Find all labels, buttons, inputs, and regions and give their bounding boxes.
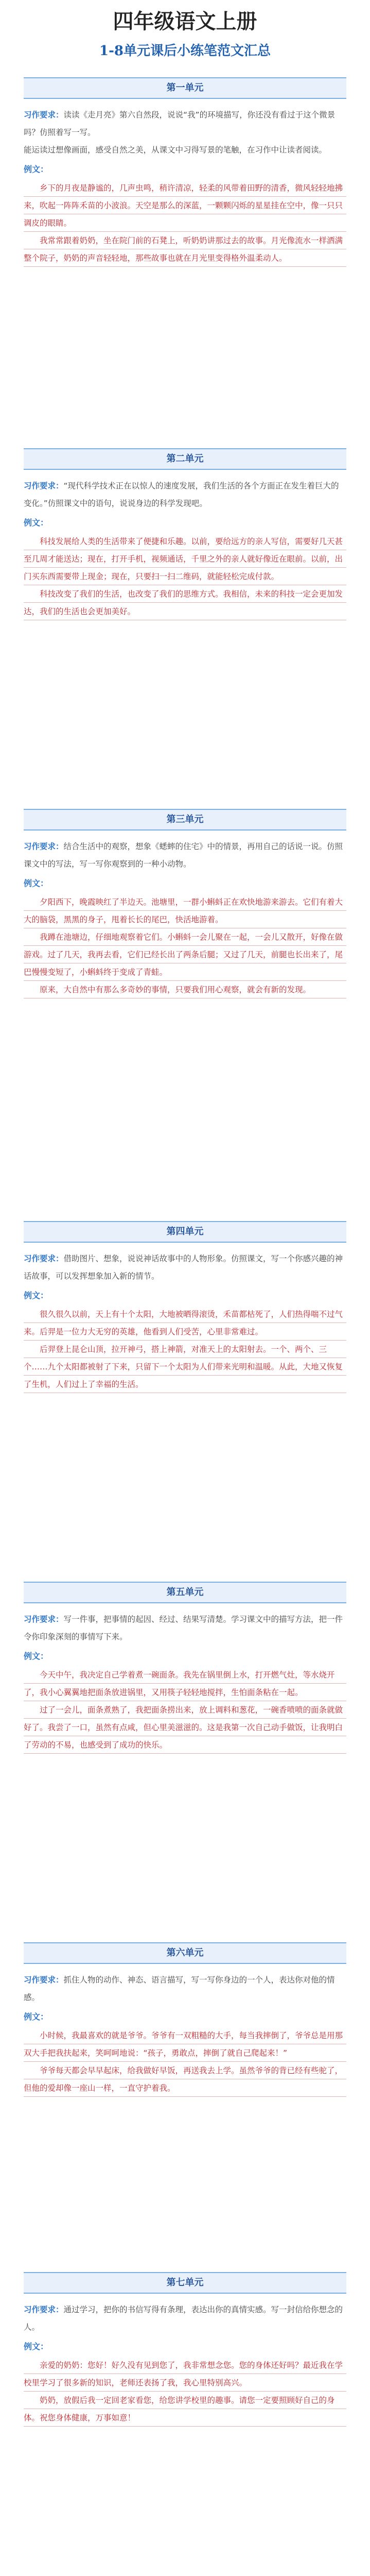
requirement-text [24, 2301, 346, 2336]
example-label: 例文： [24, 2342, 49, 2351]
requirement-label: 习作要求： [24, 842, 64, 851]
requirement-text [24, 1971, 346, 2006]
example-label: 例文： [24, 2012, 49, 2022]
requirement-label: 习作要求： [24, 2305, 64, 2314]
requirement-text [24, 106, 346, 141]
unit-section [24, 809, 346, 1221]
essay-paragraph: 爷爷每天都会早早起床，给我做好早饭，再送我去上学。虽然爷爷的背已经有些驼了，但他的爱却像一座山一样，一直守护着我。 [24, 2062, 346, 2097]
requirement-label: 习作要求： [24, 1615, 64, 1624]
unit-section [24, 2272, 346, 2576]
unit-banner: 第二单元 [24, 448, 346, 470]
requirement-content: 借助图片、想象，说说神话故事中的人物形象。仿照课文，写一个你感兴趣的神话故事，可以发挥想象加入新的情节。 [24, 1254, 343, 1281]
requirement-label: 习作要求： [24, 1254, 64, 1263]
requirement-text [24, 477, 346, 512]
essay-paragraph: 很久很久以前，天上有十个太阳，大地被晒得滚烫，禾苗都枯死了，人们热得喘不过气来。后羿是一位力大无穷的英雄，他看到人们受苦，心里非常难过。 [24, 1306, 346, 1341]
essay-paragraph: 后羿登上昆仑山顶，拉开神弓，搭上神箭，对准天上的太阳射去。一个、两个、三个……九个太阳都被射了下来，只留下一个太阳为人们带来光明和温暖。从此，大地又恢复了生机，人们过上了幸福的生活。 [24, 1341, 346, 1393]
unit-section [24, 448, 346, 809]
essay-paragraph: 原来，大自然中有那么多奇妙的事情，只要我们用心观察，就会有新的发现。 [24, 981, 346, 998]
requirement-content: 结合生活中的观察，想象《蟋蟀的住宅》中的情景，再用自己的话说一说。仿照课文中的写法，写一写你观察到的一种小动物。 [24, 842, 343, 869]
unit-banner: 第三单元 [24, 809, 346, 831]
example-label: 例文： [24, 878, 49, 888]
requirement-content: 写一件事，把事情的起因、经过、结果写清楚。学习课文中的描写方法，把一件令你印象深刻的事情写下来。 [24, 1615, 343, 1641]
essay-paragraph: 今天中午，我决定自己学着煮一碗面条。我先在锅里倒上水，打开燃气灶，等水烧开了，我小心翼翼地把面条放进锅里，又用筷子轻轻地搅拌，生怕面条粘在一起。 [24, 1666, 346, 1701]
essay-paragraph: 亲爱的奶奶：您好！好久没有见到您了，我非常想念您。您的身体还好吗？最近我在学校里学习了很多新的知识，老师还表扬了我，我心里特别高兴。 [24, 2357, 346, 2392]
example-label: 例文： [24, 1291, 49, 1300]
unit-banner: 第一单元 [24, 77, 346, 99]
essay-paragraph: 小时候，我最喜欢的就是爷爷。爷爷有一双粗糙的大手，每当我摔倒了，爷爷总是用那双大手把我扶起来，笑呵呵地说：“孩子，勇敢点，摔倒了就自己爬起来！” [24, 2027, 346, 2062]
requirement-text [24, 1611, 346, 1646]
requirement-text [24, 1250, 346, 1285]
requirement-label: 习作要求： [24, 1975, 64, 1985]
unit-banner: 第四单元 [24, 1221, 346, 1243]
unit-banner: 第七单元 [24, 2272, 346, 2294]
example-label: 例文： [24, 1651, 49, 1661]
page-title: 四年级语文上册 [113, 9, 257, 33]
essay-paragraph: 奶奶，放假后我一定回老家看您，给您讲学校里的趣事。请您一定要照顾好自己的身体。祝您身体健康，万事如意！ [24, 2392, 346, 2427]
requirement-text [24, 838, 346, 873]
unit-section [24, 77, 346, 448]
page-header [24, 0, 346, 77]
unit-section [24, 1582, 346, 1942]
essay-paragraph: 夕阳西下，晚霞映红了半边天。池塘里，一群小蝌蚪正在欢快地游来游去。它们有着大大的脑袋，黑黑的身子，甩着长长的尾巴，快活地游着。 [24, 893, 346, 928]
example-label: 例文： [24, 518, 49, 528]
example-label: 例文： [24, 164, 49, 174]
requirement-label: 习作要求： [24, 110, 64, 120]
essay-paragraph: 科技改变了我们的生活，也改变了我们的思维方式。我相信，未来的科技一定会更加发达，我们的生活也会更加美好。 [24, 585, 346, 620]
essay-paragraph: 我蹲在池塘边，仔细地观察着它们。小蝌蚪一会儿聚在一起，一会儿又散开，好像在做游戏。过了几天，我再去看，它们已经长出了两条后腿；又过了几天，前腿也长出来了，尾巴慢慢变短了，小蝌蚪终于变成了青蛙。 [24, 928, 346, 981]
essay-paragraph: 乡下的月夜是静谧的，几声虫鸣，稍许清凉，轻柔的风带着田野的清香，微风轻轻地拂来，吹起一阵阵禾苗的小波浪。天空是那么的深蓝，一颗颗闪烁的星星挂在空中，像一只只调皮的眼睛。 [24, 179, 346, 232]
requirement-content: 抓住人物的动作、神态、语言描写，写一写你身边的一个人，表达你对他的情感。 [24, 1975, 335, 2002]
unit-section [24, 1221, 346, 1582]
unit-banner: 第六单元 [24, 1942, 346, 1964]
requirement-content: 通过学习，把你的书信写得有条理，表达出你的真情实感。写一封信给你想念的人。 [24, 2305, 343, 2332]
unit-banner: 第五单元 [24, 1582, 346, 1603]
requirement-content: “现代科学技术正在以惊人的速度发展，我们生活的各个方面正在发生着巨大的变化。”仿照课文中的语句，说说身边的科学发现吧。 [24, 481, 339, 508]
requirement-extra: 能运读过想像画面，感受自然之美，从课文中习得写景的笔触，在习作中让读者阅读。 [24, 145, 327, 155]
essay-paragraph: 我常常跟着奶奶，坐在院门前的石凳上，听奶奶讲那过去的故事。月光像流水一样洒满整个院子，奶奶的声音轻轻地，那些故事也就在月光里变得格外温柔动人。 [24, 232, 346, 267]
requirement-content: 读读《走月亮》第六自然段，说说“我”的环境描写，你还没有看过于这个微景吗？仿照着写一写。 [24, 110, 336, 137]
page-subtitle: 1-8单元课后小练笔范文汇总 [99, 43, 271, 59]
essay-paragraph: 科技发展给人类的生活带来了便捷和乐趣。以前，要给远方的亲人写信，需要好几天甚至几周才能送达；现在，打开手机，视频通话，千里之外的亲人就好像近在眼前。以前，出门买东西需要带上现金；现在，只要扫一扫二维码，就能轻松完成付款。 [24, 533, 346, 585]
essay-paragraph: 过了一会儿，面条煮熟了，我把面条捞出来，放上调料和葱花，一碗香喷喷的面条就做好了。我尝了一口，虽然有点咸，但心里美滋滋的。这是我第一次自己动手做饭，让我明白了劳动的不易，也感受到了成功的快乐。 [24, 1701, 346, 1754]
unit-section [24, 1942, 346, 2272]
requirement-label: 习作要求： [24, 481, 64, 490]
